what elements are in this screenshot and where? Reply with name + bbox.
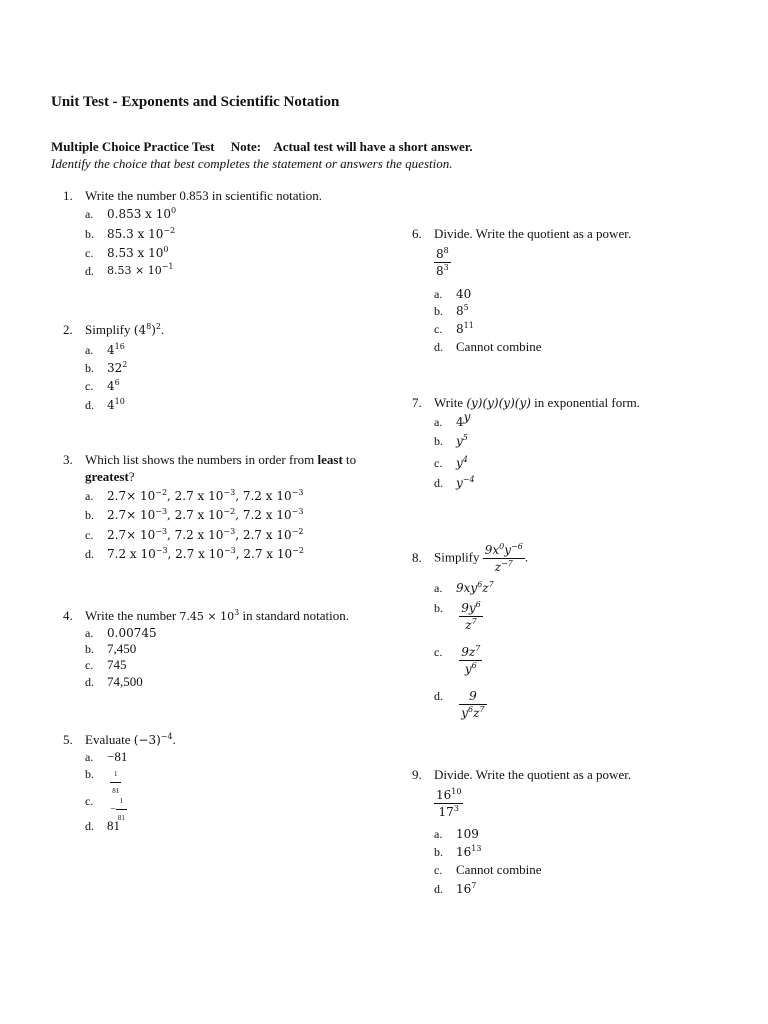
- question-stem-cont: greatest?: [85, 469, 135, 484]
- question-number: 6.: [412, 226, 422, 241]
- option-b[interactable]: b. $\frac{9y^6}{z^7}$: [434, 600, 481, 632]
- question-number: 7.: [412, 395, 422, 410]
- question-4: [63, 608, 393, 693]
- question-stem: Write the number 0.853 in scientific notation.: [85, 188, 323, 203]
- question-number: 5.: [63, 732, 73, 747]
- option-c[interactable]: c. $y^4$: [434, 455, 468, 470]
- option-a[interactable]: a. $4^{16}$: [85, 342, 125, 357]
- option-a[interactable]: a. 40: [434, 287, 472, 301]
- question-7: [412, 395, 732, 495]
- option-d[interactable]: d. 81: [85, 818, 120, 833]
- question-8: [412, 536, 732, 726]
- question-expression: $\frac{8^8}{8^3}$: [436, 246, 449, 278]
- question-5: [63, 732, 393, 837]
- option-c[interactable]: c. − $\frac{1}{81}$: [85, 794, 125, 822]
- question-stem: Write the number $7.45 \times 10^3$ in standard notation.: [85, 608, 349, 623]
- option-d[interactable]: d. Cannot combine: [434, 339, 542, 354]
- option-d[interactable]: d. 7.2 x $10^{-3}$, 2.7 x $10^{-3}$, 2.7 x $10^{-2}$: [85, 546, 304, 561]
- option-c[interactable]: c. $4^6$: [85, 378, 120, 393]
- question-number: 8.: [412, 550, 422, 565]
- option-b[interactable]: b. $\frac{1}{81}$: [85, 767, 120, 795]
- option-c[interactable]: c. $\frac{9z^7}{y^6}$: [434, 644, 481, 676]
- option-b[interactable]: b. 7,450: [85, 641, 137, 656]
- question-1: [63, 188, 383, 278]
- option-d[interactable]: d. 74,500: [85, 674, 143, 689]
- option-c[interactable]: c. $2.7\times 10^{-3}$, 7.2 x $10^{-3}$, 2.7 x $10^{-2}$: [85, 527, 304, 542]
- option-a[interactable]: a. 109: [434, 827, 479, 841]
- option-d[interactable]: d. $16^7$: [434, 881, 477, 896]
- question-number: 2.: [63, 322, 73, 337]
- question-number: 3.: [63, 452, 73, 467]
- option-d[interactable]: d. $8.53 \times 10^{-1}$: [85, 262, 174, 278]
- question-stem: Divide. Write the quotient as a power.: [434, 767, 632, 782]
- option-c[interactable]: c. $8^{11}$: [434, 321, 474, 336]
- instructions: Identify the choice that best completes the statement or answers the question.: [51, 156, 453, 171]
- question-9: [412, 767, 732, 896]
- question-number: 9.: [412, 767, 422, 782]
- option-a[interactable]: a. −81: [85, 749, 128, 764]
- option-c[interactable]: c. Cannot combine: [434, 862, 542, 877]
- option-b[interactable]: b. $32^2$: [85, 360, 128, 375]
- page-title: Unit Test - Exponents and Scientific Notation: [51, 94, 340, 110]
- test-subtitle: Multiple Choice Practice Test Note: Actual test will have a short answer.: [51, 139, 473, 154]
- option-b[interactable]: b. $y^5$: [434, 433, 468, 448]
- question-stem: Simplify $(4^8)^2$.: [85, 322, 165, 337]
- question-3: [63, 452, 393, 567]
- option-c[interactable]: c. 745: [85, 657, 127, 672]
- option-a[interactable]: a. 4$^y$: [434, 410, 471, 429]
- question-2: [63, 322, 383, 412]
- option-b[interactable]: b. $8^5$: [434, 303, 469, 318]
- option-d[interactable]: d. $4^{10}$: [85, 397, 125, 412]
- question-number: 4.: [63, 608, 73, 623]
- question-stem: Which list shows the numbers in order from least to: [85, 452, 357, 467]
- option-b[interactable]: b. 85.3 x $10^{-2}$: [85, 226, 176, 241]
- question-expression: $\frac{16^{10}}{17^3}$: [436, 787, 462, 819]
- question-number: 1.: [63, 188, 73, 203]
- option-d[interactable]: d. $y^{-4}$: [434, 475, 475, 490]
- option-a[interactable]: a. $9xy^6z^7$: [434, 580, 494, 595]
- option-a[interactable]: a. 0.853 x $10^0$: [85, 206, 177, 221]
- question-stem: Divide. Write the quotient as a power.: [434, 226, 632, 241]
- question-stem: Evaluate $(-3)^{-4}$.: [85, 732, 176, 747]
- option-d[interactable]: d. $\frac{9}{y^6z^7}$: [434, 689, 485, 720]
- option-c[interactable]: c. 8.53 x $10^0$: [85, 245, 169, 260]
- question-stem: Write (y)(y)(y)(y) in exponential form.: [434, 395, 640, 410]
- option-a[interactable]: a. $2.7\times 10^{-2}$, 2.7 x $10^{-3}$, 7.2 x $10^{-3}$: [85, 488, 304, 503]
- question-6: [412, 226, 732, 356]
- option-a[interactable]: a. 0.00745: [85, 626, 157, 640]
- option-b[interactable]: b. $2.7\times 10^{-3}$, 2.7 x $10^{-2}$, 7.2 x $10^{-3}$: [85, 507, 304, 522]
- option-b[interactable]: b. $16^{13}$: [434, 844, 482, 859]
- question-stem: Simplify $\frac{9x^0y^{-6}}{z^{-7}}$ .: [434, 542, 529, 574]
